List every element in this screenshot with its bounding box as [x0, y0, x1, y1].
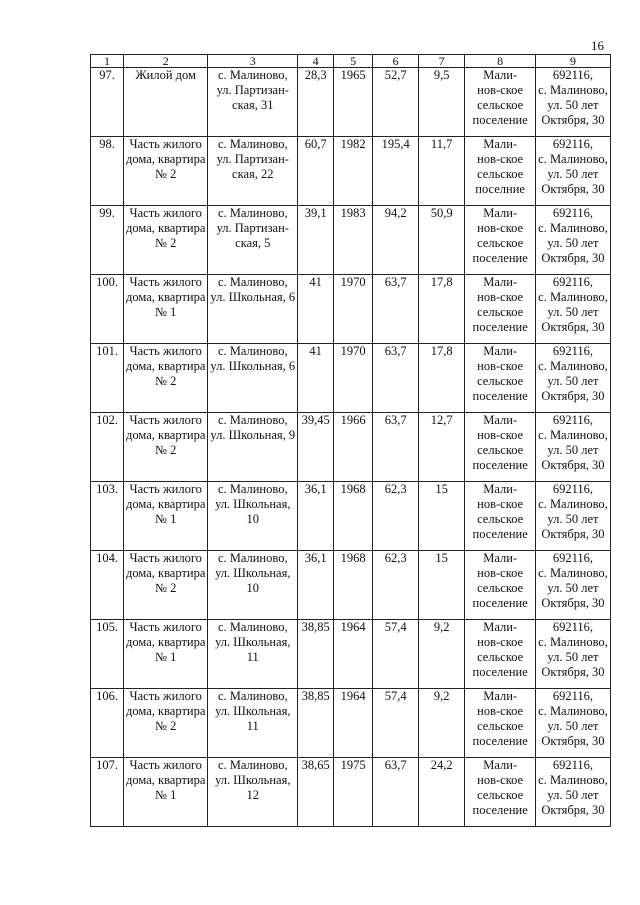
object-name-cell	[124, 482, 208, 551]
address-cell	[208, 275, 298, 344]
wear-cell: 63,7	[373, 413, 419, 482]
object-name-cell	[124, 137, 208, 206]
owner-line: нов-ское	[477, 152, 524, 166]
value-cell: 11,7	[419, 137, 465, 206]
owner-address-cell	[536, 482, 611, 551]
address-line: ул. Школьная, 9	[210, 428, 296, 442]
address-line: с. Малиново,	[217, 413, 288, 427]
owner-address-line: Октября, 30	[541, 113, 605, 127]
owner-line: нов-ское	[477, 221, 524, 235]
address-cell	[208, 758, 298, 827]
owner-line: нов-ское	[477, 497, 524, 511]
address-cell	[208, 689, 298, 758]
owner-cell	[465, 206, 536, 275]
address-line: ул. Школьная, 6	[210, 290, 296, 304]
address-line: с. Малиново,	[217, 206, 288, 220]
owner-address-line: Октября, 30	[541, 734, 605, 748]
owner-line: Мали-	[483, 206, 518, 220]
address-line: 11	[246, 650, 259, 664]
address-line: ская, 22	[232, 167, 274, 181]
owner-line: Мали-	[483, 482, 518, 496]
row-number-cell: 97.	[91, 68, 124, 137]
year-cell: 1968	[334, 551, 373, 620]
object-name-cell	[124, 413, 208, 482]
year-cell: 1964	[334, 689, 373, 758]
address-line: с. Малиново,	[217, 344, 288, 358]
address-cell	[208, 551, 298, 620]
address-line: 11	[246, 719, 259, 733]
address-line: 12	[246, 788, 260, 802]
object-name-line: Часть жилого	[129, 275, 202, 289]
year-cell: 1982	[334, 137, 373, 206]
wear-cell: 94,2	[373, 206, 419, 275]
area-cell: 28,3	[298, 68, 334, 137]
year-cell: 1970	[334, 344, 373, 413]
owner-cell	[465, 68, 536, 137]
object-name-line: Часть жилого	[129, 413, 202, 427]
owner-line: Мали-	[483, 68, 518, 82]
object-name-line: Часть жилого	[129, 551, 202, 565]
owner-line: сельское	[477, 305, 524, 319]
address-line: ул. Школьная,	[215, 773, 291, 787]
value-cell: 9,2	[419, 689, 465, 758]
owner-address-line: ул. 50 лет	[547, 512, 599, 526]
year-cell: 1964	[334, 620, 373, 689]
column-header-9: 9	[536, 55, 611, 68]
column-header-5: 5	[334, 55, 373, 68]
owner-address-line: ул. 50 лет	[547, 167, 599, 181]
owner-address-line: Октября, 30	[541, 182, 605, 196]
object-name-line: № 1	[155, 650, 177, 664]
table-header	[91, 55, 611, 68]
object-name-line: Часть жилого	[129, 482, 202, 496]
wear-cell: 57,4	[373, 689, 419, 758]
address-line: с. Малиново,	[217, 137, 288, 151]
owner-line: нов-ское	[477, 704, 524, 718]
owner-address-line: ул. 50 лет	[547, 719, 599, 733]
address-line: ул. Школьная,	[215, 566, 291, 580]
object-name-line: № 2	[155, 167, 177, 181]
row-number-cell: 101.	[91, 344, 124, 413]
owner-line: нов-ское	[477, 359, 524, 373]
owner-address-cell	[536, 275, 611, 344]
year-cell: 1968	[334, 482, 373, 551]
owner-address-line: 692116,	[552, 413, 594, 427]
address-line: ул. Школьная,	[215, 497, 291, 511]
wear-cell: 63,7	[373, 275, 419, 344]
owner-address-cell	[536, 344, 611, 413]
header-row	[91, 55, 611, 68]
object-name-line: № 2	[155, 581, 177, 595]
owner-address-line: ул. 50 лет	[547, 305, 599, 319]
address-line: ул. Партизан-	[216, 221, 289, 235]
value-cell: 50,9	[419, 206, 465, 275]
column-header-2: 2	[124, 55, 208, 68]
object-name-line: дома, квартира	[126, 497, 206, 511]
address-cell	[208, 482, 298, 551]
owner-line: сельское	[477, 443, 524, 457]
object-name-line: Часть жилого	[129, 344, 202, 358]
row-number-cell: 107.	[91, 758, 124, 827]
value-cell: 15	[419, 551, 465, 620]
owner-line: сельское	[477, 374, 524, 388]
year-cell: 1975	[334, 758, 373, 827]
column-header-7: 7	[419, 55, 465, 68]
wear-cell: 62,3	[373, 482, 419, 551]
owner-address-line: 692116,	[552, 206, 594, 220]
row-number-cell: 99.	[91, 206, 124, 275]
owner-cell	[465, 482, 536, 551]
address-line: с. Малиново,	[217, 275, 288, 289]
owner-line: сельское	[477, 719, 524, 733]
owner-address-line: с. Малиново,	[538, 359, 608, 373]
table-row	[91, 68, 611, 137]
owner-address-line: ул. 50 лет	[547, 236, 599, 250]
year-cell: 1983	[334, 206, 373, 275]
object-name-line: № 1	[155, 512, 177, 526]
table-row	[91, 620, 611, 689]
value-cell: 17,8	[419, 344, 465, 413]
address-line: с. Малиново,	[217, 551, 288, 565]
year-cell: 1966	[334, 413, 373, 482]
owner-line: нов-ское	[477, 428, 524, 442]
owner-line: Мали-	[483, 137, 518, 151]
address-line: с. Малиново,	[217, 482, 288, 496]
owner-address-cell	[536, 551, 611, 620]
object-name-line: дома, квартира	[126, 635, 206, 649]
row-number-cell: 106.	[91, 689, 124, 758]
owner-line: сельское	[477, 788, 524, 802]
object-name-line: дома, квартира	[126, 566, 206, 580]
owner-line: поселение	[472, 665, 528, 679]
address-line: с. Малиново,	[217, 758, 288, 772]
owner-address-line: с. Малиново,	[538, 152, 608, 166]
area-cell: 41	[298, 275, 334, 344]
address-line: ул. Партизан-	[216, 83, 289, 97]
row-number-cell: 103.	[91, 482, 124, 551]
owner-line: Мали-	[483, 758, 518, 772]
object-name-line: Часть жилого	[129, 137, 202, 151]
owner-address-cell	[536, 413, 611, 482]
owner-address-line: 692116,	[552, 758, 594, 772]
owner-address-line: ул. 50 лет	[547, 788, 599, 802]
area-cell: 36,1	[298, 482, 334, 551]
object-name-line: № 2	[155, 719, 177, 733]
owner-line: сельское	[477, 167, 524, 181]
owner-address-line: ул. 50 лет	[547, 443, 599, 457]
owner-line: поселение	[472, 458, 528, 472]
area-cell: 41	[298, 344, 334, 413]
owner-address-line: с. Малиново,	[538, 290, 608, 304]
table-row	[91, 758, 611, 827]
object-name-line: № 2	[155, 443, 177, 457]
address-cell	[208, 620, 298, 689]
object-name-cell	[124, 758, 208, 827]
owner-line: Мали-	[483, 620, 518, 634]
owner-address-line: ул. 50 лет	[547, 581, 599, 595]
object-name-cell	[124, 344, 208, 413]
owner-address-line: 692116,	[552, 137, 594, 151]
row-number-cell: 102.	[91, 413, 124, 482]
owner-address-line: Октября, 30	[541, 527, 605, 541]
area-cell: 60,7	[298, 137, 334, 206]
object-name-line: дома, квартира	[126, 221, 206, 235]
table-row	[91, 137, 611, 206]
owner-cell	[465, 689, 536, 758]
owner-address-line: 692116,	[552, 551, 594, 565]
year-cell: 1965	[334, 68, 373, 137]
object-name-line: Жилой дом	[135, 68, 196, 82]
object-name-line: № 1	[155, 305, 177, 319]
value-cell: 17,8	[419, 275, 465, 344]
owner-address-line: 692116,	[552, 275, 594, 289]
column-header-4: 4	[298, 55, 334, 68]
owner-cell	[465, 551, 536, 620]
area-cell: 38,85	[298, 620, 334, 689]
owner-address-line: Октября, 30	[541, 389, 605, 403]
year-cell: 1970	[334, 275, 373, 344]
object-name-line: дома, квартира	[126, 290, 206, 304]
owner-address-line: 692116,	[552, 68, 594, 82]
owner-address-line: с. Малиново,	[538, 497, 608, 511]
owner-line: нов-ское	[477, 290, 524, 304]
address-line: с. Малиново,	[217, 68, 288, 82]
owner-address-line: 692116,	[552, 620, 594, 634]
owner-address-line: ул. 50 лет	[547, 98, 599, 112]
value-cell: 24,2	[419, 758, 465, 827]
owner-cell	[465, 275, 536, 344]
owner-address-line: Октября, 30	[541, 458, 605, 472]
owner-cell	[465, 344, 536, 413]
owner-address-line: Октября, 30	[541, 596, 605, 610]
address-cell	[208, 137, 298, 206]
object-name-cell	[124, 551, 208, 620]
owner-line: поселение	[472, 803, 528, 817]
page-number: 16	[591, 38, 604, 53]
owner-address-cell	[536, 68, 611, 137]
object-name-line: дома, квартира	[126, 704, 206, 718]
owner-address-line: Октября, 30	[541, 665, 605, 679]
owner-address-line: 692116,	[552, 344, 594, 358]
address-line: 10	[246, 512, 260, 526]
object-name-line: Часть жилого	[129, 689, 202, 703]
owner-line: поселение	[472, 596, 528, 610]
table-row	[91, 413, 611, 482]
owner-address-line: с. Малиново,	[538, 83, 608, 97]
wear-cell: 63,7	[373, 758, 419, 827]
address-cell	[208, 68, 298, 137]
object-name-line: № 1	[155, 788, 177, 802]
owner-address-cell	[536, 137, 611, 206]
owner-line: Мали-	[483, 551, 518, 565]
object-name-line: № 2	[155, 374, 177, 388]
object-name-line: № 2	[155, 236, 177, 250]
owner-address-cell	[536, 689, 611, 758]
value-cell: 12,7	[419, 413, 465, 482]
owner-address-line: с. Малиново,	[538, 566, 608, 580]
object-name-line: дома, квартира	[126, 152, 206, 166]
column-header-8: 8	[465, 55, 536, 68]
owner-line: сельское	[477, 581, 524, 595]
owner-line: поселение	[472, 251, 528, 265]
owner-address-cell	[536, 206, 611, 275]
owner-address-line: 692116,	[552, 482, 594, 496]
object-name-cell	[124, 275, 208, 344]
owner-address-line: с. Малиново,	[538, 221, 608, 235]
object-name-cell	[124, 620, 208, 689]
owner-address-cell	[536, 758, 611, 827]
owner-line: нов-ское	[477, 635, 524, 649]
address-cell	[208, 344, 298, 413]
area-cell: 38,65	[298, 758, 334, 827]
address-line: ул. Партизан-	[216, 152, 289, 166]
owner-line: Мали-	[483, 413, 518, 427]
owner-line: нов-ское	[477, 566, 524, 580]
table-row	[91, 206, 611, 275]
owner-line: поселение	[472, 734, 528, 748]
address-line: ул. Школьная,	[215, 635, 291, 649]
address-line: ская, 31	[232, 98, 274, 112]
owner-line: нов-ское	[477, 83, 524, 97]
address-line: 10	[246, 581, 260, 595]
row-number-cell: 100.	[91, 275, 124, 344]
owner-address-line: Октября, 30	[541, 251, 605, 265]
value-cell: 9,5	[419, 68, 465, 137]
column-header-1: 1	[91, 55, 124, 68]
table-row	[91, 689, 611, 758]
address-cell	[208, 206, 298, 275]
table-body	[91, 68, 611, 827]
owner-line: сельское	[477, 98, 524, 112]
address-line: ул. Школьная, 6	[210, 359, 296, 373]
owner-address-line: с. Малиново,	[538, 428, 608, 442]
object-name-cell	[124, 689, 208, 758]
table-row	[91, 275, 611, 344]
wear-cell: 62,3	[373, 551, 419, 620]
owner-line: поселение	[472, 389, 528, 403]
owner-line: сельское	[477, 512, 524, 526]
column-header-6: 6	[373, 55, 419, 68]
object-name-line: дома, квартира	[126, 359, 206, 373]
owner-line: Мали-	[483, 344, 518, 358]
address-line: с. Малиново,	[217, 620, 288, 634]
wear-cell: 63,7	[373, 344, 419, 413]
value-cell: 9,2	[419, 620, 465, 689]
owner-line: поселение	[472, 527, 528, 541]
wear-cell: 195,4	[373, 137, 419, 206]
owner-address-line: с. Малиново,	[538, 704, 608, 718]
object-name-line: дома, квартира	[126, 773, 206, 787]
object-name-line: Часть жилого	[129, 620, 202, 634]
owner-cell	[465, 413, 536, 482]
table-row	[91, 344, 611, 413]
owner-address-line: с. Малиново,	[538, 773, 608, 787]
owner-line: Мали-	[483, 275, 518, 289]
object-name-line: Часть жилого	[129, 758, 202, 772]
address-line: с. Малиново,	[217, 689, 288, 703]
wear-cell: 57,4	[373, 620, 419, 689]
row-number-cell: 98.	[91, 137, 124, 206]
owner-cell	[465, 620, 536, 689]
object-name-line: Часть жилого	[129, 206, 202, 220]
area-cell: 36,1	[298, 551, 334, 620]
owner-line: сельское	[477, 650, 524, 664]
owner-address-cell	[536, 620, 611, 689]
owner-line: Мали-	[483, 689, 518, 703]
owner-line: нов-ское	[477, 773, 524, 787]
area-cell: 39,45	[298, 413, 334, 482]
address-cell	[208, 413, 298, 482]
object-name-line: дома, квартира	[126, 428, 206, 442]
address-line: ская, 5	[235, 236, 271, 250]
area-cell: 38,85	[298, 689, 334, 758]
owner-address-line: Октября, 30	[541, 320, 605, 334]
property-registry-table	[90, 54, 611, 827]
row-number-cell: 104.	[91, 551, 124, 620]
owner-line: сельское	[477, 236, 524, 250]
row-number-cell: 105.	[91, 620, 124, 689]
table-row	[91, 482, 611, 551]
owner-line: поселение	[472, 320, 528, 334]
owner-address-line: ул. 50 лет	[547, 374, 599, 388]
owner-line: поселние	[475, 182, 525, 196]
value-cell: 15	[419, 482, 465, 551]
area-cell: 39,1	[298, 206, 334, 275]
object-name-cell	[124, 68, 208, 137]
owner-address-line: ул. 50 лет	[547, 650, 599, 664]
wear-cell: 52,7	[373, 68, 419, 137]
owner-address-line: с. Малиново,	[538, 635, 608, 649]
owner-line: поселение	[472, 113, 528, 127]
column-header-3: 3	[208, 55, 298, 68]
owner-cell	[465, 758, 536, 827]
owner-cell	[465, 137, 536, 206]
address-line: ул. Школьная,	[215, 704, 291, 718]
table-row	[91, 551, 611, 620]
owner-address-line: Октября, 30	[541, 803, 605, 817]
owner-address-line: 692116,	[552, 689, 594, 703]
object-name-cell	[124, 206, 208, 275]
